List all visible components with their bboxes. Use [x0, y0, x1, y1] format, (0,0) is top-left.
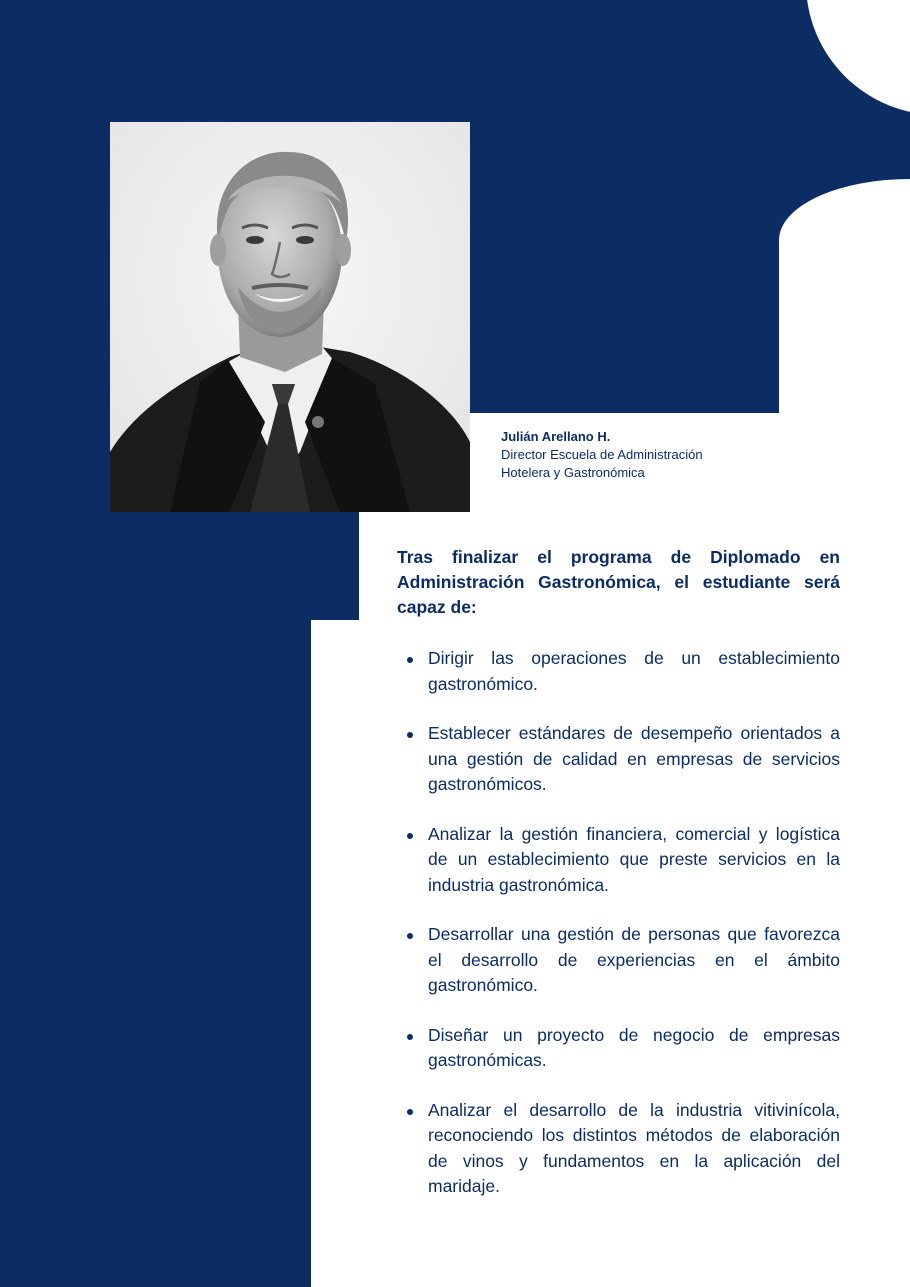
director-role-line-2: Hotelera y Gastronómica	[501, 465, 645, 480]
director-role-line-1: Director Escuela de Administración	[501, 447, 703, 462]
list-item	[397, 922, 840, 999]
photo-caption	[501, 428, 791, 482]
bullet-icon	[407, 1034, 413, 1040]
bullet-icon	[407, 1109, 413, 1115]
outcome-text: Dirigir las operaciones de un establecimiento gastronómico.	[428, 648, 840, 694]
white-curve-cutout	[779, 179, 910, 419]
portrait-illustration	[110, 122, 470, 512]
list-item	[397, 1098, 840, 1200]
learning-outcomes-list	[397, 646, 840, 1200]
bullet-icon	[407, 833, 413, 839]
list-item	[397, 1023, 840, 1074]
director-name: Julián Arellano H.	[501, 429, 611, 444]
bullet-icon	[407, 657, 413, 663]
intro-paragraph: Tras finalizar el programa de Diplomado en Administración Gastronómica, el estudiante será capaz de:	[397, 547, 840, 617]
bullet-icon	[407, 732, 413, 738]
bullet-icon	[407, 933, 413, 939]
list-item	[397, 822, 840, 899]
outcome-text: Diseñar un proyecto de negocio de empresas gastronómicas.	[428, 1024, 840, 1070]
list-item	[397, 721, 840, 798]
outcome-text: Analizar la gestión financiera, comercial y logística de un establecimiento que preste servicios en la industria gastronómica.	[428, 823, 840, 895]
list-item	[397, 646, 840, 697]
outcome-text: Analizar el desarrollo de la industria vitivinícola, reconociendo los distintos métodos de elaboración de vinos y fundamentos en la aplicación del maridaje.	[428, 1099, 840, 1196]
outcome-text: Desarrollar una gestión de personas que favorezca el desarrollo de experiencias en el ámbito gastronómico.	[428, 924, 840, 995]
director-photo	[110, 122, 470, 512]
outcome-text: Establecer estándares de desempeño orientados a una gestión de calidad en empresas de servicios gastronómicos.	[428, 723, 840, 794]
